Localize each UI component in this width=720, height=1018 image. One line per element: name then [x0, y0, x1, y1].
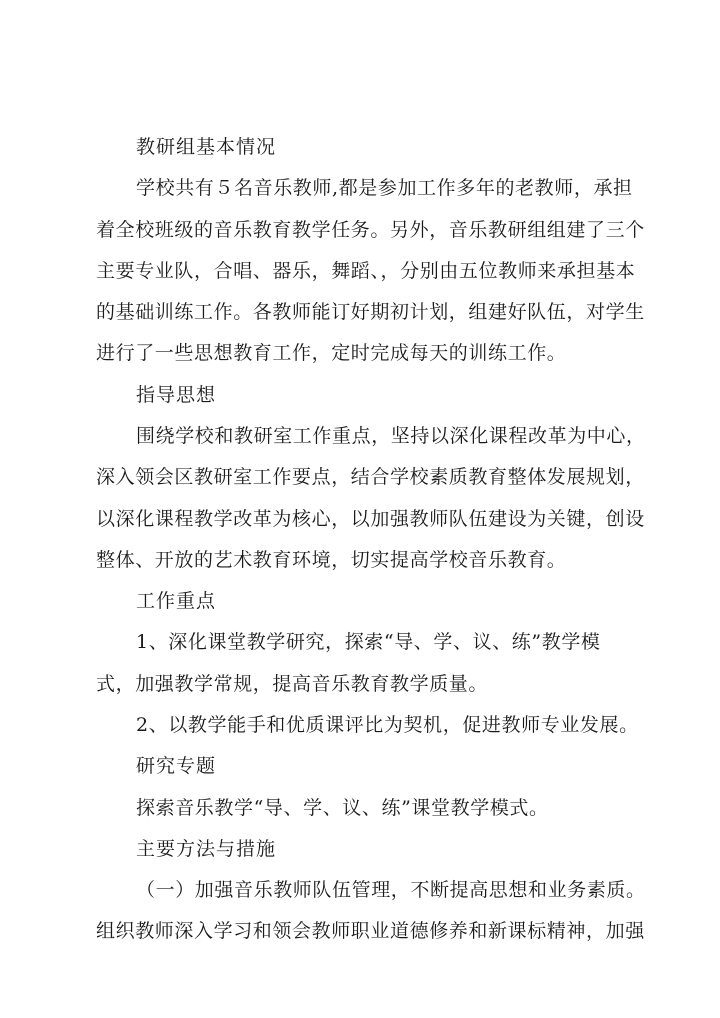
text-line: 深入领会区教研室工作要点，结合学校素质教育整体发展规划， [96, 466, 645, 488]
text-line: 主要专业队，合唱、器乐，舞蹈、，分别由五位教师来承担基本 [96, 260, 636, 282]
section-heading: 指导思想 [136, 384, 217, 406]
text-line: 围绕学校和教研室工作重点，坚持以深化课程改革为中心， [136, 425, 646, 447]
text-line: 式，加强教学常规，提高音乐教育教学质量。 [96, 673, 489, 695]
section-heading: 工作重点 [136, 590, 217, 612]
text-line: 的基础训练工作。各教师能订好期初计划，组建好队伍，对学生 [96, 301, 645, 323]
section-heading: 教研组基本情况 [136, 136, 277, 158]
text-line: （一）加强音乐教师队伍管理，不断提高思想和业务素质。 [136, 879, 646, 901]
text-line: 探索音乐教学“导、学、议、练”课堂教学模式。 [136, 797, 549, 819]
text-line: 1、深化课堂教学研究，探索“导、学、议、练”教学模 [136, 631, 601, 653]
text-line: 2、以教学能手和优质课评比为契机，促进教师专业发展。 [136, 714, 639, 736]
text-line: 以深化课程教学改革为核心，以加强教师队伍建设为关键，创设 [96, 508, 645, 530]
text-line: 组织教师深入学习和领会教师职业道德修养和新课标精神，加强 [96, 920, 645, 942]
section-heading: 主要方法与措施 [136, 838, 277, 860]
text-line: 学校共有５名音乐教师,都是参加工作多年的老教师，承担 [136, 177, 633, 199]
section-heading: 研究专题 [136, 755, 217, 777]
text-line: 进行了一些思想教育工作，定时完成每天的训练工作。 [96, 342, 567, 364]
text-line: 着全校班级的音乐教育教学任务。另外，音乐教研组组建了三个 [96, 219, 645, 241]
text-line: 整体、开放的艺术教育环境，切实提高学校音乐教育。 [96, 549, 567, 571]
